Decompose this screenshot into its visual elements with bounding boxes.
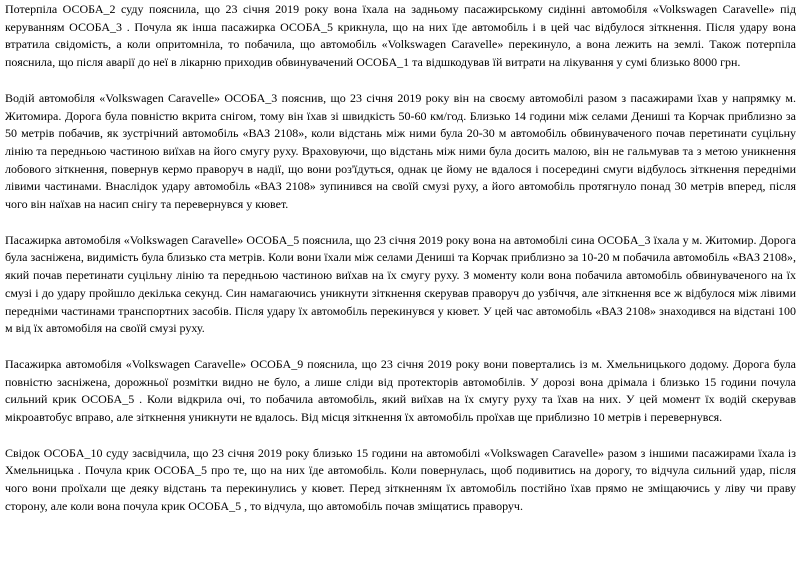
paragraph-passenger-9-testimony: Пасажирка автомобіля «Volkswagen Caravelle» ОСОБА_9 пояснила, що 23 січня 2019 року вони повертались із м. Хмельницького додому. Дорога була повністю засніжена, дорожньої розмітки видно не було, а лише сліди від протекторів автомобілів. У дорозі вона дрімала і близько 15 години почула сильний крик ОСОБА_5 . Коли відкрила очі, то побачила автомобіль, який виїхав на їх смугу руху та їхав на них. У цей момент їх водій скерував мікроавтобус вправо, але зіткнення уникнути не вдалось. Від місця зіткнення їх автомобіль проїхав ще приблизно 10 метрів і перевернувся. xyxy=(5,356,796,425)
paragraph-victim-testimony: Потерпіла ОСОБА_2 суду пояснила, що 23 січня 2019 року вона їхала на задньому пасажирському сидінні автомобіля «Volkswagen Caravelle» під керуванням ОСОБА_3 . Почула як інша пасажирка ОСОБА_5 крикнула, що на них їде автомобіль і в цей час відбулося зіткнення. Після удару вона втратила свідомість, а коли опритомніла, то побачила, що автомобіль «Volkswagen Caravelle» перекинуло, а вона лежить на землі. Також потерпіла пояснила, що після аварії до неї в лікарню приходив обвинувачений ОСОБА_1 та відшкодував їй витрати на лікування у сумі близько 8000 грн. xyxy=(5,2,796,70)
paragraph-driver-testimony: Водій автомобіля «Volkswagen Caravelle» ОСОБА_3 пояснив, що 23 січня 2019 року він на своєму автомобілі разом з пасажирами їхав у напрямку м. Житомира. Дорога була повністю вкрита снігом, тому він їхав зі швидкість 50-60 км/год. Близько 14 години між селами Дениші та Корчак приблизно за 50 метрів побачив, як зустрічний автомобіль «ВАЗ 2108», коли відстань між ними була 20-30 м автомобіль обвинуваченого почав перетинати суцільну лінію та передньою частиною виїхав на його смугу руху. Враховуючи, що відстань між ними була досить малою, він не гальмував та з метою уникнення лобового зіткнення, повернув кермо праворуч в надії, що вони роз'їдуться, однак це йому не вдалося і посередині смуги відбулось зіткнення передніми лівими частинами. Внаслідок удару автомобіль «ВАЗ 2108» зупинився на своїй смузі руху, а його автомобіль протягнуло понад 30 метрів вперед, після чого він наїхав на насип снігу та перевернувся у кювет. xyxy=(5,90,796,212)
paragraph-witness-10-testimony: Свідок ОСОБА_10 суду засвідчила, що 23 січня 2019 року близько 15 години на автомобілі «Volkswagen Caravelle» разом з іншими пасажирами їхала із Хмельницька . Почула крик ОСОБА_5 про те, що на них їде автомобіль. Коли повернулась, щоб подивитись на дорогу, то відчула сильний удар, після чого вони проїхали ще деяку відстань та перекинулись у кювет. Перед зіткненням їх автомобіль постійно їхав прямо не зміщаючись у ліву чи праву сторону, але коли вона почула крик ОСОБА_5 , то відчула, що автомобіль почав зміщатись праворуч. xyxy=(5,445,796,513)
paragraph-passenger-5-testimony: Пасажирка автомобіля «Volkswagen Caravelle» ОСОБА_5 пояснила, що 23 січня 2019 року вона на автомобілі сина ОСОБА_3 їхала у м. Житомир. Дорога була засніжена, видимість була близько ста метрів. Коли вони їхали між селами Дениші та Корчак приблизно за 10-20 м побачила автомобіль «ВАЗ 2108», який почав перетинати суцільну лінію та передньою частиною виїхав на їх смугу руху. З моменту коли вона побачила автомобіль обвинуваченого на їх смузі і до удару пройшло декілька секунд. Син намагаючись уникнути зіткнення скерував праворуч до узбіччя, але зіткнення все ж відбулося між лівими передніми частинами транспортних засобів. Після удару їх автомобіль перекинувся у кювет. У цей час автомобіль «ВАЗ 2108» знаходився на відстані 100 м від їх автомобіля на своїй смузі руху. xyxy=(5,232,796,336)
